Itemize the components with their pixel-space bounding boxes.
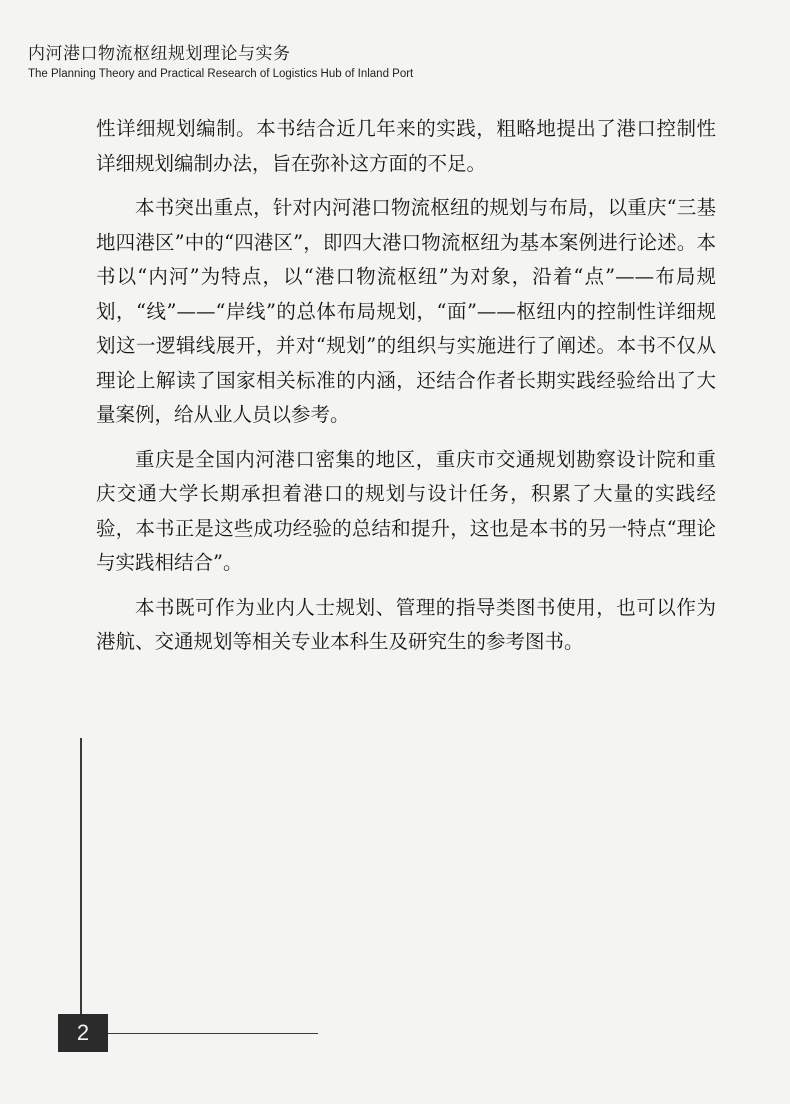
page-number: 2 [76, 1020, 90, 1045]
running-header [28, 44, 768, 82]
body-text [96, 112, 716, 670]
footer-rule [108, 1033, 318, 1034]
vertical-margin-rule [80, 738, 82, 1014]
book-title-english: The Planning Theory and Practical Research of Logistics Hub of Inland Port [28, 68, 414, 80]
paragraph: 重庆是全国内河港口密集的地区，重庆市交通规划勘察设计院和重庆交通大学长期承担着港口的规划与设计任务，积累了大量的实践经验，本书正是这些成功经验的总结和提升，这也是本书的另一特点“理论与实践相结合”。 [96, 447, 716, 574]
paragraph: 本书突出重点，针对内河港口物流枢纽的规划与布局，以重庆“三基地四港区”中的“四港区”，即四大港口物流枢纽为基本案例进行论述。本书以“内河”为特点，以“港口物流枢纽”为对象，沿着“点”——布局规划，“线”——“岸线”的总体布局规划，“面”——枢纽内的控制性详细规划这一逻辑线展开，并对“规划”的组织与实施进行了阐述。本书不仅从理论上解读了国家相关标准的内涵，还结合作者长期实践经验给出了大量案例，给从业人员以参考。 [96, 196, 716, 426]
paragraph-continued: 性详细规划编制。本书结合近几年来的实践，粗略地提出了港口控制性详细规划编制办法，旨在弥补这方面的不足。 [96, 117, 716, 175]
page-number-box [58, 1014, 108, 1052]
book-title-chinese: 内河港口物流枢纽规划理论与实务 [28, 44, 291, 64]
paragraph: 本书既可作为业内人士规划、管理的指导类图书使用，也可以作为港航、交通规划等相关专业本科生及研究生的参考图书。 [96, 595, 716, 653]
